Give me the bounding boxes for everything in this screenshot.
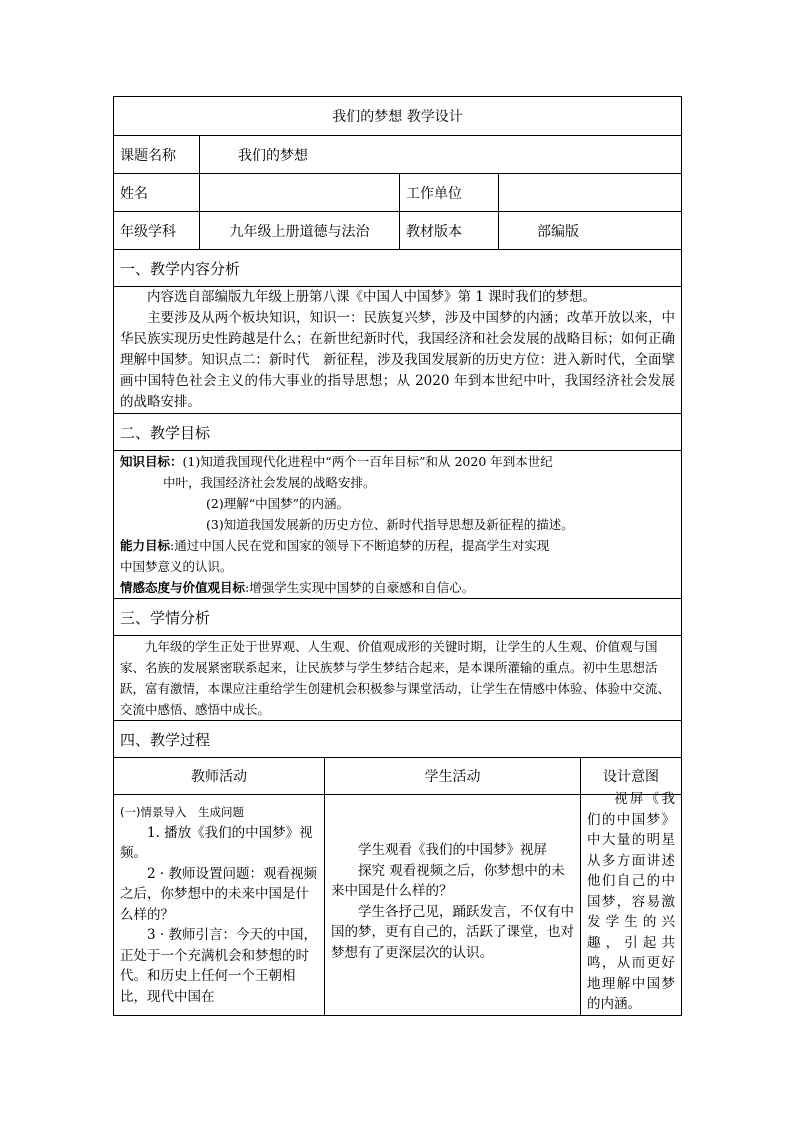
knowledge-goal-line-1	[120, 451, 675, 472]
objectives-body	[114, 451, 682, 599]
section-learner-analysis-heading: 三、学情分析	[114, 599, 682, 636]
course-name-value: 我们的梦想	[200, 136, 682, 174]
learner-analysis-body	[114, 636, 682, 721]
document-title: 我们的梦想 教学设计	[114, 97, 682, 136]
work-unit-label: 工作单位	[400, 174, 499, 212]
teacher-stage-title: (一)情景导入 生成问题	[120, 805, 244, 820]
content-analysis-para-1: 内容选自部编版九年级上册第八课《中国人中国梦》第 1 课时我们的梦想。	[147, 289, 597, 305]
student-step-1: 学生观看《我们的中国梦》视屏	[358, 842, 547, 859]
design-intent-cell	[581, 791, 682, 1016]
section-content-analysis-heading: 一、教学内容分析	[114, 250, 682, 287]
ability-goal-label: 能力目标	[120, 538, 171, 553]
content-analysis-body	[114, 287, 682, 414]
learner-analysis-text: 九年级的学生正处于世界观、人生观、价值观成形的关键时期，让学生的人生观、价值观与国家、名族的发展紧密联系起来，让民族梦与学生梦结合起来，是本课所灌输的重点。初中生思想活跃，富有激情，本课应注重给学生创建机会积极参与课堂活动，让学生在情感中体验、体验中交流、交流中感悟、感悟中成长。	[120, 639, 671, 717]
ability-goal-text-a: :通过中国人民在党和国家的领导下不断追梦的历程，提高学生对实现	[170, 538, 550, 553]
emotion-goal-line	[120, 577, 675, 598]
design-intent-header: 设计意图	[581, 758, 682, 795]
course-name-label: 课题名称	[114, 136, 200, 174]
teacher-activity-header: 教师活动	[114, 758, 325, 795]
knowledge-goal-1a: (1)知道我国现代化进程中“两个一百年目标”和从 2020 年到本世纪	[182, 454, 553, 469]
knowledge-goal-label: 知识目标：	[120, 454, 183, 469]
knowledge-goal-2: (2)理解“中国梦”的内涵。	[206, 496, 349, 511]
grade-subject-value: 九年级上册道德与法治	[200, 212, 400, 250]
emotion-goal-label: 情感态度与价值观目标	[120, 580, 246, 595]
teacher-step-2: 2 · 教师设置问题：观看视频之后，你梦想中的未来中国是什么样的？	[120, 865, 317, 923]
section-objectives-heading: 二、教学目标	[114, 414, 682, 451]
student-step-2: 探究 观看视频之后，你梦想中的未来中国是什么样的？	[331, 862, 565, 900]
work-unit-value[interactable]	[499, 174, 682, 212]
section-process-heading: 四、教学过程	[114, 721, 682, 758]
emotion-goal-text: :增强学生实现中国梦的自豪感和自信心。	[245, 580, 475, 595]
student-activity-header: 学生活动	[325, 758, 581, 795]
teacher-activity-cell	[114, 795, 325, 1016]
knowledge-goal-1b: 中叶，我国经济社会发展的战略安排。	[163, 475, 376, 490]
ability-goal-line-1	[120, 535, 675, 556]
grade-subject-label: 年级学科	[114, 212, 200, 250]
teacher-step-1: 1. 播放《我们的中国梦》视频。	[120, 824, 313, 862]
student-activity-cell	[325, 795, 581, 1016]
teacher-step-3: 3 · 教师引言：今天的中国，正处于一个充满机会和梦想的时代。和历史上任何一个王朝相比，现代中国在	[120, 927, 317, 1005]
ability-goal-text-b: 中国梦意义的认识。	[120, 559, 233, 574]
design-intent-text: 视屏《我们的中国梦》中大量的明星从多方面讲述他们自己的中国梦，容易激发学生的兴趣，引起共鸣，从而更好地理解中国梦的内涵。	[587, 791, 676, 1012]
textbook-edition-label: 教材版本	[400, 212, 499, 250]
name-value[interactable]	[200, 174, 400, 212]
content-analysis-para-2: 主要涉及从两个板块知识，知识一：民族复兴梦，涉及中国梦的内涵；改革开放以来，中华民族实现历史性跨越是什么；在新世纪新时代，我国经济和社会发展的战略目标；如何正确理解中国梦。知识点二：新时代 新征程，涉及我国发展新的历史方位：进入新时代，全面擘画中国特色社会主义的伟大事业的指导思想；从 2020 年到本世纪中叶，我国经济社会发展的战略安排。	[120, 310, 676, 410]
textbook-edition-value: 部编版	[499, 212, 682, 250]
lesson-plan-table	[113, 96, 682, 1016]
name-label: 姓名	[114, 174, 200, 212]
knowledge-goal-3: (3)知道我国发展新的历史方位、新时代指导思想及新征程的描述。	[206, 517, 574, 532]
student-step-3: 学生各抒己见，踊跃发言，不仅有中国的梦，更有自己的，活跃了课堂，也对梦想有了更深层次的认识。	[331, 903, 574, 961]
